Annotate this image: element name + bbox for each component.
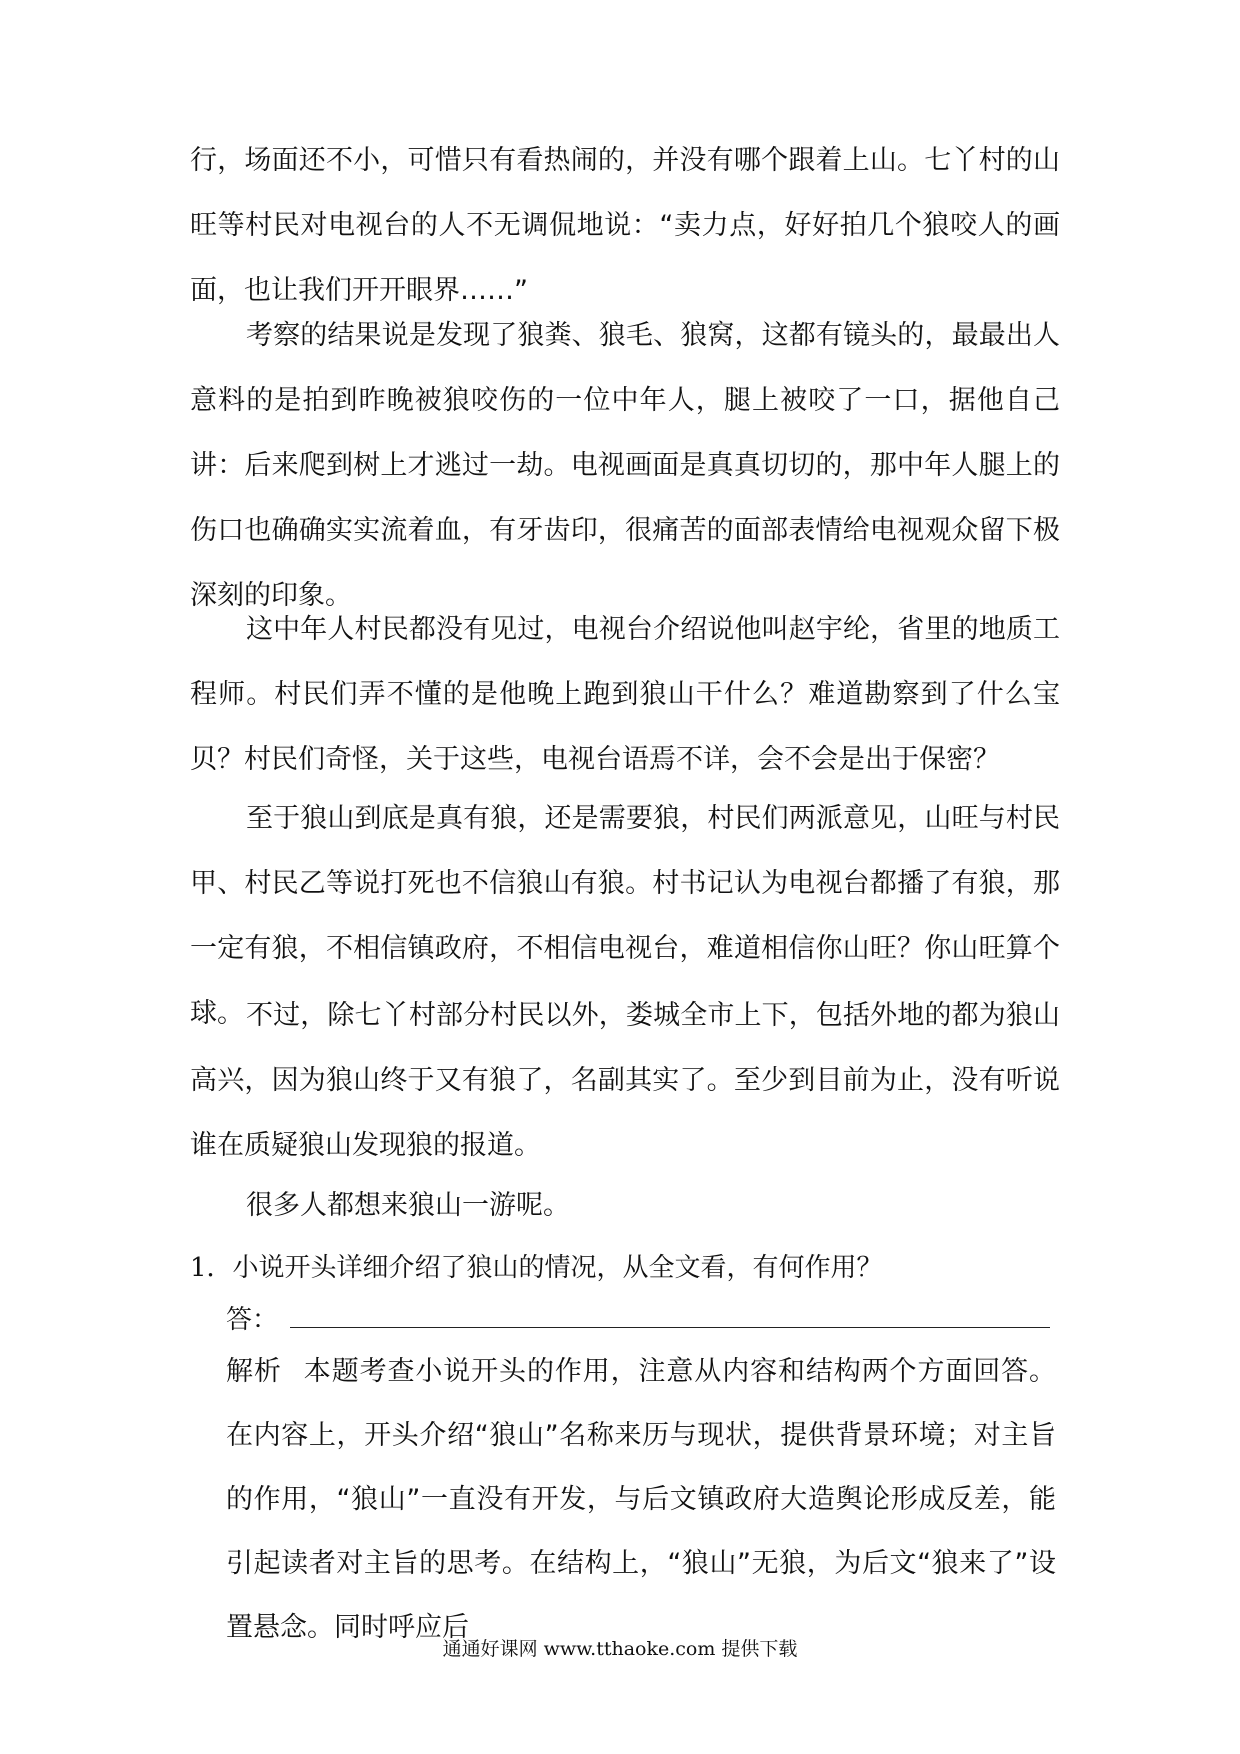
paragraph-1: 行，场面还不小，可惜只有看热闹的，并没有哪个跟着上山。七丫村的山旺等村民对电视台的人不无调侃地说：“卖力点，好好拍几个狼咬人的画面，也让我们开开眼界……” xyxy=(190,145,1060,306)
answer-label: 答： xyxy=(226,1305,279,1335)
paragraph-4: 至于狼山到底是真有狼，还是需要狼，村民们两派意见，山旺与村民甲、村民乙等说打死也不信狼山有狼。村书记认为电视台都播了有狼，那一定有狼，不相信镇政府，不相信电视台，难道相信你山旺？你山旺算个球。 xyxy=(190,803,1060,1029)
question-1 xyxy=(190,1248,1070,1288)
paragraph-5: 不过，除七丫村部分村民以外，娄城全市上下，包括外地的都为狼山高兴，因为狼山终于又有狼了，名副其实了。至少到目前为止，没有听说谁在质疑狼山发现狼的报道。 xyxy=(190,1000,1060,1161)
analysis-text: 本题考查小说开头的作用，注意从内容和结构两个方面回答。在内容上，开头介绍“狼山”名称来历与现状，提供背景环境；对主旨的作用，“狼山”一直没有开发，与后文镇政府大造舆论形成反差，能引起读者对主旨的思考。在结构上，“狼山”无狼，为后文“狼来了”设置悬念。同时呼应后 xyxy=(226,1356,1057,1643)
paragraph-2: 考察的结果说是发现了狼粪、狼毛、狼窝，这都有镜头的，最最出人意料的是拍到昨晚被狼咬伤的一位中年人，腿上被咬了一口，据他自己讲：后来爬到树上才逃过一劫。电视画面是真真切切的，那中年人腿上的伤口也确确实实流着血，有牙齿印，很痛苦的面部表情给电视观众留下极深刻的印象。 xyxy=(190,320,1060,611)
page-footer: 通通好课网 www.tthaoke.com 提供下载 xyxy=(442,1638,798,1660)
question-number: 1． xyxy=(190,1253,233,1283)
answer-row xyxy=(226,1300,1046,1340)
analysis-block xyxy=(226,1340,1056,1660)
question-text: 小说开头详细介绍了狼山的情况，从全文看，有何作用？ xyxy=(232,1253,883,1283)
paragraph-3: 这中年人村民都没有见过，电视台介绍说他叫赵宇纶，省里的地质工程师。村民们弄不懂的是他晚上跑到狼山干什么？难道勘察到了什么宝贝？村民们奇怪，关于这些，电视台语焉不详，会不会是出于保密？ xyxy=(190,614,1060,775)
paragraph-6: 很多人都想来狼山一游呢。 xyxy=(246,1190,570,1221)
analysis-label: 解析 xyxy=(226,1356,282,1387)
answer-blank-line xyxy=(290,1327,1050,1328)
